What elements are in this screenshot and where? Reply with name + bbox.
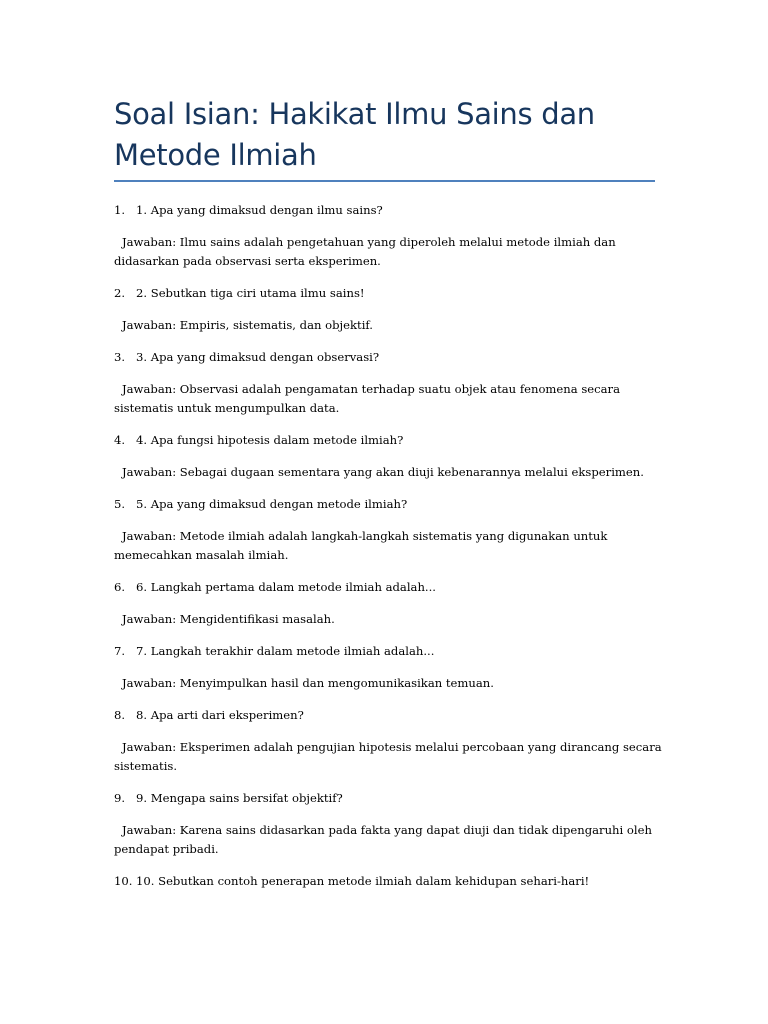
answer-4: Jawaban: Sebagai dugaan sementara yang akan diuji kebenarannya melalui eksperimen. — [122, 465, 644, 479]
list-number: 1. — [114, 203, 126, 217]
question-text: 6. Langkah pertama dalam metode ilmiah adalah... — [136, 580, 436, 594]
answer-9: Jawaban: Karena sains didasarkan pada fakta yang dapat diuji dan tidak dipengaruhi oleh pendapat pribadi. — [114, 823, 652, 856]
question-2 — [114, 284, 674, 303]
question-10 — [114, 872, 674, 891]
qa-item-2 — [114, 284, 674, 335]
list-number: 2. — [114, 286, 126, 300]
question-7 — [114, 642, 674, 661]
question-text: 8. Apa arti dari eksperimen? — [136, 708, 304, 722]
list-number: 5. — [114, 497, 126, 511]
question-text: 7. Langkah terakhir dalam metode ilmiah adalah... — [136, 644, 435, 658]
answer-5: Jawaban: Metode ilmiah adalah langkah-langkah sistematis yang digunakan untuk memecahkan masalah ilmiah. — [114, 529, 608, 562]
question-text: 9. Mengapa sains bersifat objektif? — [136, 791, 343, 805]
answer-8: Jawaban: Eksperimen adalah pengujian hipotesis melalui percobaan yang dirancang secara sistematis. — [114, 740, 662, 773]
question-8 — [114, 706, 674, 725]
qa-item-4 — [114, 431, 674, 482]
question-3 — [114, 348, 674, 367]
answer-1: Jawaban: Ilmu sains adalah pengetahuan yang diperoleh melalui metode ilmiah dan didasarkan pada observasi serta eksperimen. — [114, 235, 616, 268]
question-6 — [114, 578, 674, 597]
qa-item-6 — [114, 578, 674, 629]
answer-6: Jawaban: Mengidentifikasi masalah. — [122, 612, 335, 626]
qa-item-9 — [114, 789, 674, 859]
title-underline — [114, 180, 655, 182]
question-9 — [114, 789, 674, 808]
qa-item-10 — [114, 872, 674, 891]
question-1 — [114, 201, 674, 220]
question-text: 10. Sebutkan contoh penerapan metode ilmiah dalam kehidupan sehari-hari! — [136, 874, 590, 888]
list-number: 4. — [114, 433, 126, 447]
list-number: 6. — [114, 580, 126, 594]
list-number: 8. — [114, 708, 126, 722]
document-title: Soal Isian: Hakikat Ilmu Sains dan Metode Ilmiah — [114, 97, 595, 172]
qa-item-1 — [114, 201, 674, 271]
list-number: 7. — [114, 644, 126, 658]
question-4 — [114, 431, 674, 450]
list-number: 3. — [114, 350, 126, 364]
qa-item-7 — [114, 642, 674, 693]
question-text: 1. Apa yang dimaksud dengan ilmu sains? — [136, 203, 383, 217]
answer-3: Jawaban: Observasi adalah pengamatan terhadap suatu objek atau fenomena secara sistematis untuk mengumpulkan data. — [114, 382, 621, 415]
list-number: 10. — [114, 874, 133, 888]
question-text: 3. Apa yang dimaksud dengan observasi? — [136, 350, 380, 364]
question-text: 4. Apa fungsi hipotesis dalam metode ilmiah? — [136, 433, 404, 447]
list-number: 9. — [114, 791, 126, 805]
question-text: 5. Apa yang dimaksud dengan metode ilmiah? — [136, 497, 408, 511]
answer-7: Jawaban: Menyimpulkan hasil dan mengomunikasikan temuan. — [122, 676, 494, 690]
qa-item-3 — [114, 348, 674, 418]
answer-2: Jawaban: Empiris, sistematis, dan objektif. — [122, 318, 373, 332]
question-list — [114, 201, 674, 904]
qa-item-5 — [114, 495, 674, 565]
qa-item-8 — [114, 706, 674, 776]
question-5 — [114, 495, 674, 514]
question-text: 2. Sebutkan tiga ciri utama ilmu sains! — [136, 286, 365, 300]
